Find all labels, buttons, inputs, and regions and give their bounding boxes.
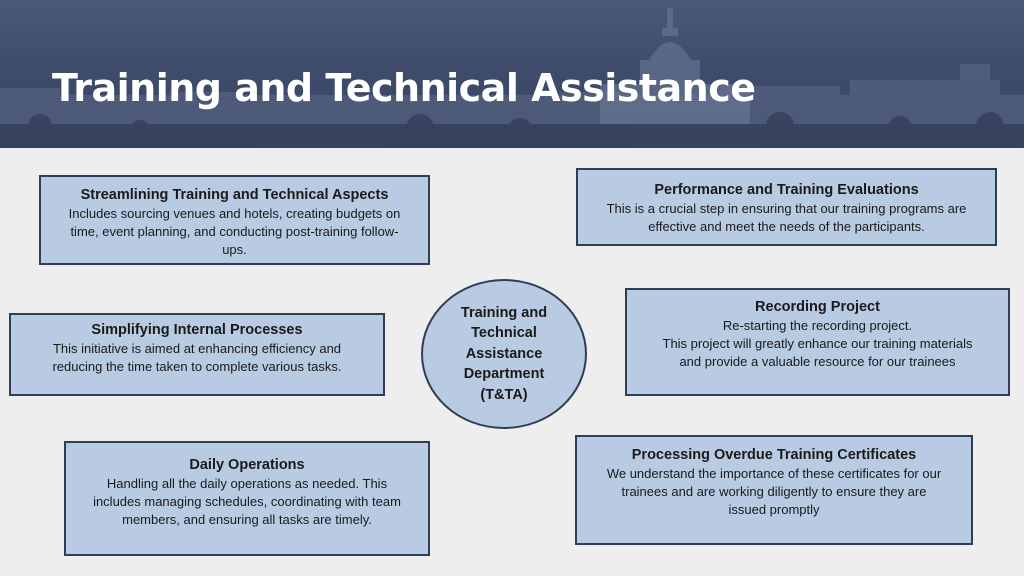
card-recording-body: Re-starting the recording project. This project will greatly enhance our training materials and provide a valuable resource for our trainees — [662, 318, 973, 369]
header-banner — [0, 0, 1024, 148]
card-simplifying — [9, 313, 385, 396]
card-daily-operations-body: Handling all the daily operations as needed. This includes managing schedules, coordinating with team members, and ensuring all tasks are timely. — [93, 476, 401, 527]
card-daily-operations-title: Daily Operations — [189, 457, 305, 473]
card-recording-title: Recording Project — [755, 299, 880, 315]
center-department-node — [421, 279, 587, 429]
card-recording — [625, 288, 1010, 396]
card-simplifying-body: This initiative is aimed at enhancing efficiency and reducing the time taken to complete various tasks. — [52, 341, 342, 374]
card-daily-operations — [64, 441, 430, 556]
center-department-label: Training and Technical Assistance Department (T&TA) — [460, 304, 548, 403]
card-performance — [576, 168, 997, 246]
card-performance-title: Performance and Training Evaluations — [654, 182, 919, 198]
card-certificates-body: We understand the importance of these certificates for our trainees and are working diligently to ensure they are issued promptly — [606, 466, 942, 517]
card-streamlining-title: Streamlining Training and Technical Aspects — [80, 187, 389, 203]
card-certificates — [575, 435, 973, 545]
page-title: Training and Technical Assistance — [52, 66, 756, 110]
card-performance-body: This is a crucial step in ensuring that our training programs are effective and meet the needs of the participants. — [606, 201, 967, 234]
card-streamlining — [39, 175, 430, 265]
card-streamlining-body: Includes sourcing venues and hotels, creating budgets on time, event planning, and conducting post-training follow- ups. — [68, 206, 401, 257]
card-certificates-title: Processing Overdue Training Certificates — [631, 447, 917, 463]
card-simplifying-title: Simplifying Internal Processes — [91, 322, 303, 338]
